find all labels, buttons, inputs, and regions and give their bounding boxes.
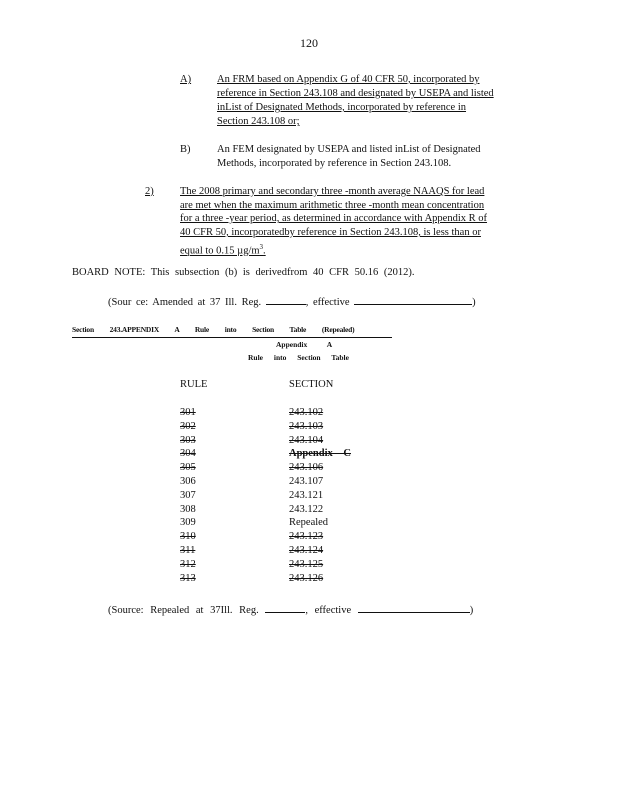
source-amended-reg-blank: [266, 294, 306, 305]
table-row-section: 243.107: [289, 476, 324, 487]
table-row-rule: 304: [180, 448, 196, 460]
item-b-marker: B): [180, 144, 191, 155]
item-2-line-5: [180, 240, 266, 259]
source-amended-prefix: (Sour ce: Amended at 37 Ill. Reg.: [108, 297, 262, 308]
rule-column-header: RULE: [180, 379, 208, 390]
table-row-rule: 309: [180, 517, 196, 529]
section-heading-rule: [72, 337, 392, 338]
item-b-line-2: Methods, incorporated by reference in Section 243.108.: [217, 158, 452, 169]
page-number: 120: [300, 36, 318, 50]
item-2-line-3: for a three -year period, as determined in accordance with Appendix R of: [180, 213, 488, 224]
source-amended-date-blank: [354, 294, 472, 305]
item-a-line-3: inList of Designated Methods, incorporated by reference in: [217, 102, 467, 113]
item-b-line-1: An FEM designated by USEPA and listed inList of Designated: [217, 144, 481, 155]
item-2-last-line-text: equal to 0.15 µg/m: [180, 245, 260, 257]
table-row-section: 243.106: [289, 462, 324, 474]
table-row-rule: 306: [180, 476, 196, 487]
table-row-rule: 313: [180, 572, 196, 584]
item-2-end-punct: .: [263, 245, 266, 257]
section-heading-appendix: Appendix A: [276, 340, 333, 349]
item-a-line-1: An FRM based on Appendix G of 40 CFR 50, incorporated by: [217, 74, 480, 85]
source-repealed-suffix: ): [469, 605, 474, 616]
table-row-section: 243.123: [289, 531, 324, 543]
table-row-rule: 311: [180, 545, 196, 556]
table-row-section: 243.125: [289, 558, 324, 570]
source-repealed-prefix: (Source: Repealed at 37Ill. Reg.: [108, 605, 259, 616]
section-column-header: SECTION: [289, 379, 334, 390]
table-row-rule: 312: [180, 558, 196, 570]
table-row-section: Appendix C: [289, 448, 351, 460]
section-heading-table-title: Rule into Section Table: [248, 353, 349, 362]
source-repealed-middle: , effective: [305, 605, 352, 616]
item-2-line-1: The 2008 primary and secondary three -month average NAAQS for lead: [180, 186, 485, 197]
table-row-rule: 303: [180, 434, 196, 446]
source-amended-suffix: ): [472, 297, 476, 308]
table-row-rule: 305: [180, 462, 196, 474]
source-repealed-date-blank: [358, 602, 470, 613]
item-a-line-2: reference in Section 243.108 and designated by USEPA and listed: [217, 88, 494, 99]
item-2-superscript: 3: [259, 243, 264, 251]
table-row-section: 243.126: [289, 572, 324, 584]
item-2-marker: 2): [145, 186, 154, 197]
item-a-marker: A): [180, 74, 192, 85]
table-row-rule: 302: [180, 420, 196, 432]
board-note: BOARD NOTE: This subsection (b) is derivedfrom 40 CFR 50.16 (2012).: [72, 267, 415, 278]
item-a-line-4: Section 243.108 or;: [217, 116, 300, 127]
source-repealed-reg-blank: [265, 602, 305, 613]
item-2-line-4: 40 CFR 50, incorporatedby reference in Section 243.108, is less than or: [180, 227, 481, 238]
table-row-rule: 308: [180, 503, 196, 515]
table-row-rule: 310: [180, 531, 196, 543]
table-row-section: 243.102: [289, 407, 324, 418]
table-row-section: 243.122: [289, 503, 324, 515]
source-amended-middle: , effective: [305, 297, 350, 308]
source-amended-line: [108, 294, 476, 310]
table-row-section: 243.121: [289, 489, 324, 501]
table-row-section: 243.104: [289, 434, 324, 446]
item-2-line-2: are met when the maximum arithmetic three -month mean concentration: [180, 200, 485, 211]
section-heading-line-1: Section 243.APPENDIX A Rule into Section Table (Repealed): [72, 325, 355, 334]
table-row-rule: 301: [180, 407, 196, 418]
table-row-rule: 307: [180, 489, 196, 501]
table-row-section: 243.103: [289, 420, 324, 432]
table-row-section: Repealed: [289, 517, 329, 529]
table-row-section: 243.124: [289, 545, 324, 556]
source-repealed-line: [108, 602, 473, 618]
